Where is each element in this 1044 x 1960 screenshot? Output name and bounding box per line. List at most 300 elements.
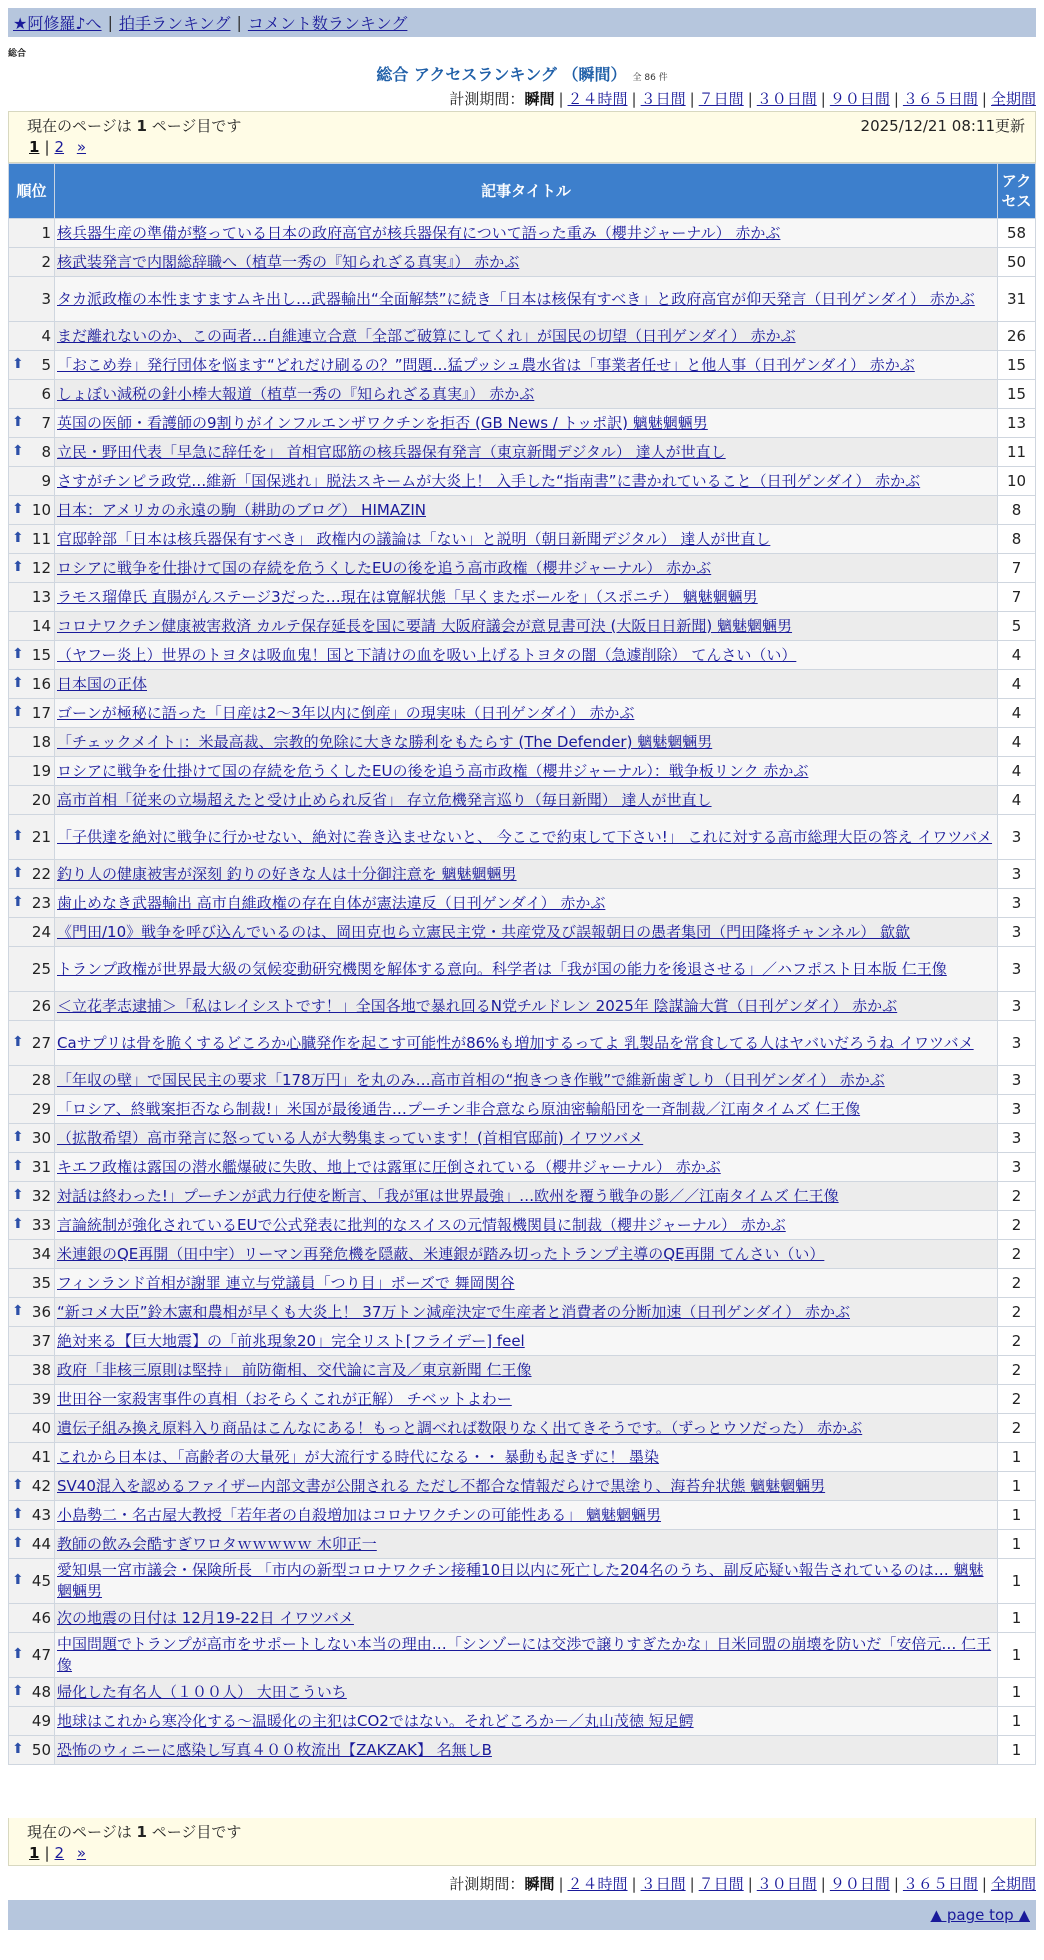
- table-row: [9, 1356, 1036, 1385]
- article-title-link[interactable]: 「年収の壁」で国民民主の要求「178万円」を丸のみ…高市首相の“抱きつき作戦”で維新歯ぎしり（日刊ゲンダイ） 赤かぶ: [57, 1070, 885, 1089]
- title-cell: [55, 380, 998, 409]
- rank-number: 43: [31, 1506, 51, 1524]
- rank-up-arrow-icon: ⬆: [12, 1158, 24, 1174]
- rank-cell: [9, 467, 55, 496]
- table-row: [9, 1604, 1036, 1633]
- table-row: [9, 1443, 1036, 1472]
- title-cell: [55, 1678, 998, 1707]
- table-row: [9, 1530, 1036, 1559]
- rank-number: 7: [41, 414, 51, 432]
- rank-number: 39: [31, 1390, 51, 1408]
- table-row: [9, 918, 1036, 947]
- rank-number: 24: [31, 923, 51, 941]
- table-row: [9, 438, 1036, 467]
- period-separator: |: [893, 1875, 899, 1893]
- rank-cell: [9, 1604, 55, 1633]
- pager-page-2-link[interactable]: 2: [54, 1844, 65, 1862]
- table-row: [9, 583, 1036, 612]
- table-row: [9, 889, 1036, 918]
- access-count-cell: 13: [998, 409, 1036, 438]
- rank-up-arrow-icon: ⬆: [12, 356, 24, 372]
- nav-separator: |: [236, 13, 242, 32]
- article-title-link[interactable]: 核武装発言で内閣総辞職へ（植草一秀の『知られざる真実』） 赤かぶ: [57, 252, 520, 271]
- period-option-link[interactable]: ３６５日間: [902, 90, 978, 108]
- rank-cell: [9, 670, 55, 699]
- access-count-cell: 1: [998, 1530, 1036, 1559]
- rank-number: 26: [31, 997, 51, 1015]
- article-title-link[interactable]: 日本国の正体: [57, 674, 148, 693]
- pager-page-2-link[interactable]: 2: [54, 138, 65, 156]
- pager-next-link[interactable]: »: [76, 1844, 87, 1862]
- access-count-cell: 1: [998, 1472, 1036, 1501]
- rank-up-arrow-icon: ⬆: [12, 1303, 24, 1319]
- article-title-link[interactable]: 釣り人の健康被害が深刻 釣りの好きな人は十分御注意を 魑魅魍魎男: [57, 864, 517, 883]
- rank-cell: [9, 1240, 55, 1269]
- rank-number: 28: [31, 1071, 51, 1089]
- title-cell: [55, 1095, 998, 1124]
- rank-number: 6: [41, 385, 51, 403]
- rank-cell: [9, 1633, 55, 1678]
- page-status: [27, 1821, 241, 1842]
- title-cell: [55, 728, 998, 757]
- period-option-link[interactable]: ９０日間: [829, 1875, 890, 1893]
- article-title-link[interactable]: ＜立花孝志逮捕＞「私はレイシストです！」全国各地で暴れ回るN党チルドレン 2025年 陰謀論大賞（日刊ゲンダイ） 赤かぶ: [57, 996, 898, 1015]
- rank-cell: [9, 992, 55, 1021]
- rank-up-arrow-icon: ⬆: [12, 1129, 24, 1145]
- rank-cell: [9, 641, 55, 670]
- article-title-link[interactable]: 米連銀のQE再開（田中宇）リーマン再発危機を隠蔽、米連銀が踏み切ったトランプ主導のQE再開 てんさい（い）: [57, 1244, 825, 1263]
- article-title-link[interactable]: 《門田/10》戦争を呼び込んでいるのは、岡田克也ら立憲民主党・共産党及び誤報朝日の愚者集団（門田隆将チャンネル） 歙歙: [57, 922, 911, 941]
- article-title-link[interactable]: 歯止めなき武器輸出 高市自維政権の存在自体が憲法違反（日刊ゲンダイ） 赤かぶ: [57, 893, 606, 912]
- article-title-link[interactable]: 対話は終わった!」プーチンが武力行使を断言、「我が軍は世界最強」…欧州を覆う戦争の影／／江南タイムズ 仁王像: [57, 1186, 839, 1205]
- rank-cell: [9, 815, 55, 860]
- title-cell: [55, 815, 998, 860]
- rank-cell: [9, 1298, 55, 1327]
- table-row: [9, 1472, 1036, 1501]
- rank-cell: [9, 1269, 55, 1298]
- access-count-cell: 3: [998, 860, 1036, 889]
- title-cell: [55, 1298, 998, 1327]
- rank-cell: [9, 351, 55, 380]
- rank-number: 34: [31, 1245, 51, 1263]
- table-row: [9, 351, 1036, 380]
- access-count-cell: 26: [998, 322, 1036, 351]
- item-count: 全 86 件: [632, 73, 668, 83]
- period-option-link[interactable]: ２４時間: [567, 90, 628, 108]
- rank-cell: [9, 525, 55, 554]
- period-current: 瞬間: [524, 90, 555, 108]
- rank-number: 31: [31, 1158, 51, 1176]
- rank-number: 16: [31, 675, 51, 693]
- article-title-link[interactable]: （ヤフー炎上）世界のトヨタは吸血鬼！国と下請けの血を吸い上げるトヨタの闇（急遽削除） てんさい（い）: [57, 645, 797, 664]
- page-status-prefix: 現在のページは: [27, 116, 132, 135]
- rank-cell: [9, 1021, 55, 1066]
- title-cell: [55, 1633, 998, 1678]
- rank-cell: [9, 1066, 55, 1095]
- rank-up-arrow-icon: ⬆: [12, 1187, 24, 1203]
- article-title-link[interactable]: 「おこめ券」発行団体を悩ます“どれだけ刷るの？”問題…猛プッシュ農水省は「事業者任せ」と他人事（日刊ゲンダイ） 赤かぶ: [57, 355, 915, 374]
- rank-cell: [9, 699, 55, 728]
- article-title-link[interactable]: これから日本は、「高齢者の大量死」が大流行する時代になる・・ 暴動も起きずに！ 墨染: [57, 1447, 660, 1466]
- article-title-link[interactable]: ロシアに戦争を仕掛けて国の存続を危うくしたEUの後を追う高市政権（櫻井ジャーナル）：戦争板リンク 赤かぶ: [57, 761, 809, 780]
- table-row: [9, 1414, 1036, 1443]
- rank-number: 49: [31, 1712, 51, 1730]
- rank-cell: [9, 1124, 55, 1153]
- article-title-link[interactable]: 政府「非核三原則は堅持」 前防衛相、交代論に言及／東京新聞 仁王像: [57, 1360, 532, 1379]
- rank-cell: [9, 248, 55, 277]
- access-count-cell: 1: [998, 1707, 1036, 1736]
- rank-up-arrow-icon: ⬆: [12, 894, 24, 910]
- article-title-link[interactable]: 次の地震の日付は 12月19-22日 イワツバメ: [57, 1608, 354, 1627]
- rank-number: 20: [31, 791, 51, 809]
- period-separator: |: [747, 1875, 753, 1893]
- title-cell: [55, 409, 998, 438]
- access-count-cell: 15: [998, 380, 1036, 409]
- article-title-link[interactable]: ゴーンが極秘に語った「日産は2～3年以内に倒産」の現実味（日刊ゲンダイ） 赤かぶ: [57, 703, 635, 722]
- home-link[interactable]: ★阿修羅♪へ: [13, 14, 102, 33]
- period-option-link[interactable]: ３日間: [640, 90, 686, 108]
- article-title-link[interactable]: しょぼい減税の針小棒大報道（植草一秀の『知られざる真実』） 赤かぶ: [57, 384, 535, 403]
- title-cell: [55, 889, 998, 918]
- rank-number: 11: [31, 530, 51, 548]
- article-title-link[interactable]: コロナワクチン健康被害救済 カルテ保存延長を国に要請 大阪府議会が意見書可決 (大阪日日新聞) 魑魅魍魎男: [57, 616, 793, 635]
- period-option-link[interactable]: ９０日間: [829, 90, 890, 108]
- rank-cell: [9, 1472, 55, 1501]
- title-cell: [55, 1530, 998, 1559]
- title-cell: [55, 467, 998, 496]
- rank-number: 25: [31, 960, 51, 978]
- rank-number: 18: [31, 733, 51, 751]
- top-nav-bar: [8, 8, 1036, 37]
- title-cell: [55, 322, 998, 351]
- rank-number: 41: [31, 1448, 51, 1466]
- access-count-cell: 2: [998, 1182, 1036, 1211]
- article-title-link[interactable]: 世田谷一家殺害事件の真相（おそらくこれが正解） チベットよわー: [57, 1389, 512, 1408]
- rank-cell: [9, 1356, 55, 1385]
- rank-up-arrow-icon: ⬆: [12, 675, 24, 691]
- rank-number: 44: [31, 1535, 51, 1553]
- table-row: [9, 248, 1036, 277]
- rank-number: 35: [31, 1274, 51, 1292]
- article-title-link[interactable]: 地球はこれから寒冷化する～温暖化の主犯はCO2ではない。それどころか－／丸山茂徳 短足鰐: [57, 1711, 694, 1730]
- rank-up-arrow-icon: ⬆: [12, 865, 24, 881]
- article-title-link[interactable]: 高市首相「従来の立場超えたと受け止められ反省」 存立危機発言巡り（毎日新聞） 達人が世直し: [57, 790, 712, 809]
- rank-up-arrow-icon: ⬆: [12, 1034, 24, 1050]
- title-cell: [55, 1559, 998, 1604]
- table-row: [9, 699, 1036, 728]
- rank-up-arrow-icon: ⬆: [12, 1535, 24, 1551]
- table-row: [9, 1736, 1036, 1765]
- table-row: [9, 219, 1036, 248]
- table-row: [9, 992, 1036, 1021]
- applause-ranking-link[interactable]: 拍手ランキング: [118, 14, 231, 33]
- article-title-link[interactable]: 帰化した有名人（１００人） 大田こういち: [57, 1682, 347, 1701]
- period-option-link[interactable]: ３０日間: [756, 90, 817, 108]
- title-cell: [55, 525, 998, 554]
- article-title-link[interactable]: 立民・野田代表「早急に辞任を」 首相官邸筋の核兵器保有発言（東京新聞デジタル） 達人が世直し: [57, 442, 726, 461]
- rank-up-arrow-icon: ⬆: [12, 1216, 24, 1232]
- rank-cell: [9, 1678, 55, 1707]
- article-title-link[interactable]: 愛知県一宮市議会・保険所長 「市内の新型コロナワクチン接種10日以内に死亡した204名のうち、副反応疑い報告されているのは… 魑魅魍魎男: [57, 1561, 984, 1600]
- access-count-cell: 3: [998, 815, 1036, 860]
- table-row: [9, 1501, 1036, 1530]
- page-status-prefix: 現在のページは: [27, 1822, 132, 1841]
- access-count-cell: 50: [998, 248, 1036, 277]
- rank-number: 48: [31, 1683, 51, 1701]
- rank-number: 45: [31, 1572, 51, 1590]
- table-row: [9, 525, 1036, 554]
- table-row: [9, 786, 1036, 815]
- title-cell: [55, 947, 998, 992]
- rank-number: 33: [31, 1216, 51, 1234]
- rank-cell: [9, 1182, 55, 1211]
- rank-up-arrow-icon: ⬆: [12, 501, 24, 517]
- access-count-cell: 10: [998, 467, 1036, 496]
- title-cell: [55, 641, 998, 670]
- period-separator: |: [893, 90, 899, 108]
- rank-number: 37: [31, 1332, 51, 1350]
- period-separator: |: [820, 1875, 826, 1893]
- article-title-link[interactable]: 「ロシア、終戦案拒否なら制裁!」米国が最後通告…プーチン非合意なら原油密輸船団を一斉制裁／江南タイムズ 仁王像: [57, 1099, 861, 1118]
- article-title-link[interactable]: さすがチンピラ政党…維新「国保逃れ」脱法スキームが大炎上！ 入手した“指南書”に書かれていること（日刊ゲンダイ） 赤かぶ: [57, 471, 921, 490]
- rank-up-arrow-icon: ⬆: [12, 1646, 24, 1662]
- article-title-link[interactable]: 官邸幹部「日本は核兵器保有すべき」 政権内の議論は「ない」と説明（朝日新聞デジタル） 達人が世直し: [57, 529, 771, 548]
- rank-number: 3: [41, 290, 51, 308]
- access-count-cell: 2: [998, 1356, 1036, 1385]
- table-row: [9, 1211, 1036, 1240]
- table-row: [9, 277, 1036, 322]
- table-row: [9, 947, 1036, 992]
- rank-number: 36: [31, 1303, 51, 1321]
- period-option-link[interactable]: ３０日間: [756, 1875, 817, 1893]
- access-count-cell: 7: [998, 583, 1036, 612]
- table-row: [9, 1153, 1036, 1182]
- access-count-cell: 31: [998, 277, 1036, 322]
- rank-number: 47: [31, 1646, 51, 1664]
- rank-number: 4: [41, 327, 51, 345]
- period-option-link[interactable]: ３日間: [640, 1875, 686, 1893]
- title-cell: [55, 1211, 998, 1240]
- period-option-link[interactable]: ２４時間: [567, 1875, 628, 1893]
- table-row: [9, 1095, 1036, 1124]
- table-row: [9, 467, 1036, 496]
- title-cell: [55, 786, 998, 815]
- title-cell: [55, 1153, 998, 1182]
- article-title-link[interactable]: 教師の飲み会酷すぎワロタｗｗｗｗｗ 木卯正一: [57, 1534, 377, 1553]
- rank-cell: [9, 1327, 55, 1356]
- access-count-cell: 3: [998, 1153, 1036, 1182]
- access-count-cell: 2: [998, 1211, 1036, 1240]
- rank-up-arrow-icon: ⬆: [12, 530, 24, 546]
- period-option-link[interactable]: 全期間: [990, 90, 1036, 108]
- title-cell: [55, 1604, 998, 1633]
- access-count-cell: 4: [998, 670, 1036, 699]
- table-row: [9, 757, 1036, 786]
- rank-cell: [9, 1736, 55, 1765]
- access-count-cell: 3: [998, 1124, 1036, 1153]
- period-option-link[interactable]: ７日間: [698, 1875, 744, 1893]
- pager-next-link[interactable]: »: [76, 138, 87, 156]
- rank-number: 50: [31, 1741, 51, 1759]
- period-separator: |: [631, 1875, 637, 1893]
- title-cell: [55, 583, 998, 612]
- rank-cell: [9, 728, 55, 757]
- article-title-link[interactable]: フィンランド首相が謝罪 連立与党議員「つり目」ポーズで 舞岡関谷: [57, 1273, 515, 1292]
- access-count-cell: 1: [998, 1678, 1036, 1707]
- article-title-link[interactable]: 中国問題でトランプが高市をサポートしない本当の理由…「シンゾーには交渉で譲りすぎたかな」日米同盟の崩壊を防いだ「安倍元… 仁王像: [57, 1635, 992, 1674]
- period-option-link[interactable]: ３６５日間: [902, 1875, 978, 1893]
- rank-up-arrow-icon: ⬆: [12, 704, 24, 720]
- page-status-number: 1: [136, 116, 147, 135]
- article-title-link[interactable]: ラモス瑠偉氏 直腸がんステージ3だった…現在は寛解状態「早くまたボールを」（スポニチ） 魑魅魍魎男: [57, 587, 758, 606]
- article-title-link[interactable]: 恐怖のウィニーに感染し写真４００枚流出【ZAKZAK】 名無しB: [57, 1740, 492, 1759]
- title-cell: [55, 612, 998, 641]
- period-label: 計測期間：: [449, 90, 525, 108]
- title-cell: [55, 1736, 998, 1765]
- rank-cell: [9, 889, 55, 918]
- period-option-link[interactable]: 全期間: [990, 1875, 1036, 1893]
- title-header: 記事タイトル: [55, 164, 998, 219]
- page-top-link[interactable]: ▲ page top ▲: [930, 1906, 1030, 1924]
- title-cell: [55, 277, 998, 322]
- rank-cell: [9, 757, 55, 786]
- access-header: アクセス: [998, 164, 1036, 219]
- title-cell: [55, 1385, 998, 1414]
- article-title-link[interactable]: SV40混入を認めるファイザー内部文書が公開される ただし不都合な情報だらけで黒塗り、海苔弁状態 魑魅魍魎男: [57, 1476, 826, 1495]
- rank-cell: [9, 786, 55, 815]
- rank-cell: [9, 380, 55, 409]
- table-row: [9, 1327, 1036, 1356]
- rank-cell: [9, 438, 55, 467]
- rank-number: 10: [31, 501, 51, 519]
- access-count-cell: 1: [998, 1736, 1036, 1765]
- access-count-cell: 1: [998, 1633, 1036, 1678]
- title-cell: [55, 1124, 998, 1153]
- article-title-link[interactable]: キエフ政権は露国の潜水艦爆破に失敗、地上では露軍に圧倒されている（櫻井ジャーナル） 赤かぶ: [57, 1157, 721, 1176]
- article-title-link[interactable]: 「チェックメイト」：米最高裁、宗教的免除に大きな勝利をもたらす (The Defender) 魑魅魍魎男: [57, 732, 713, 751]
- period-separator: |: [689, 1875, 695, 1893]
- period-separator: |: [820, 90, 826, 108]
- article-title-link[interactable]: 日本：アメリカの永遠の駒（耕助のブログ） HIMAZIN: [57, 500, 426, 519]
- rank-up-arrow-icon: ⬆: [12, 828, 24, 844]
- period-separator: |: [689, 90, 695, 108]
- category-label: 総合: [8, 49, 27, 59]
- access-count-cell: 2: [998, 1298, 1036, 1327]
- article-title-link[interactable]: 絶対来る【巨大地震】の「前兆現象20」完全リスト[フライデー] feel: [57, 1331, 525, 1350]
- article-title-link[interactable]: 言論統制が強化されているEUで公式発表に批判的なスイスの元情報機関員に制裁（櫻井ジャーナル） 赤かぶ: [57, 1215, 786, 1234]
- title-cell: [55, 1472, 998, 1501]
- table-row: [9, 670, 1036, 699]
- title-cell: [55, 918, 998, 947]
- title-cell: [55, 1269, 998, 1298]
- rank-cell: [9, 322, 55, 351]
- table-row: [9, 1707, 1036, 1736]
- rank-up-arrow-icon: ⬆: [12, 1572, 24, 1588]
- rank-cell: [9, 1414, 55, 1443]
- access-count-cell: 2: [998, 1269, 1036, 1298]
- article-title-link[interactable]: トランプ政権が世界最大級の気候変動研究機関を解体する意向。科学者は「我が国の能力を後退させる」／ハフポスト日本版 仁王像: [57, 959, 947, 978]
- rank-header: 順位: [9, 164, 55, 219]
- article-title-link[interactable]: 核兵器生産の準備が整っている日本の政府高官が核兵器保有について語った重み（櫻井ジャーナル） 赤かぶ: [57, 223, 781, 242]
- page-status-suffix: ページ目です: [151, 116, 242, 135]
- rank-number: 21: [31, 828, 51, 846]
- rank-cell: [9, 1443, 55, 1472]
- table-row: [9, 1559, 1036, 1604]
- table-row: [9, 496, 1036, 525]
- access-count-cell: 58: [998, 219, 1036, 248]
- rank-up-arrow-icon: ⬆: [12, 1741, 24, 1757]
- article-title-link[interactable]: まだ離れないのか、この両者…自維連立合意「全部ご破算にしてくれ」が国民の切望（日刊ゲンダイ） 赤かぶ: [57, 326, 796, 345]
- article-title-link[interactable]: 英国の医師・看護師の9割りがインフルエンザワクチンを拒否 (GB News / トッポ訳) 魑魅魍魎男: [57, 413, 708, 432]
- access-count-cell: 7: [998, 554, 1036, 583]
- access-count-cell: 11: [998, 438, 1036, 467]
- page-status-number: 1: [136, 1822, 147, 1841]
- article-title-link[interactable]: 遺伝子組み換え原料入り商品はこんなにある！もっと調べれば数限りなく出てきそうです。（ずっとウソだった） 赤かぶ: [57, 1418, 863, 1437]
- period-separator: |: [981, 1875, 987, 1893]
- title-cell: [55, 1240, 998, 1269]
- article-title-link[interactable]: （拡散希望）高市発言に怒っている人が大勢集まっています！(首相官邸前) イワツバメ: [57, 1128, 644, 1147]
- rank-cell: [9, 1707, 55, 1736]
- title-cell: [55, 699, 998, 728]
- rank-number: 14: [31, 617, 51, 635]
- rank-number: 22: [31, 865, 51, 883]
- period-option-link[interactable]: ７日間: [698, 90, 744, 108]
- title-cell: [55, 670, 998, 699]
- title-cell: [55, 1707, 998, 1736]
- title-cell: [55, 1414, 998, 1443]
- pager-current-page: 1: [29, 1844, 40, 1862]
- rank-cell: [9, 1530, 55, 1559]
- comment-ranking-link[interactable]: コメント数ランキング: [247, 14, 408, 33]
- period-separator: |: [981, 90, 987, 108]
- rank-number: 27: [31, 1034, 51, 1052]
- rank-up-arrow-icon: ⬆: [12, 646, 24, 662]
- period-separator: |: [747, 90, 753, 108]
- period-selector-bottom: [449, 1873, 1036, 1894]
- access-count-cell: 2: [998, 1385, 1036, 1414]
- article-title-link[interactable]: タカ派政権の本性ますますムキ出し…武器輸出“全面解禁”に続き「日本は核保有すべき」と政府高官が仰天発言（日刊ゲンダイ） 赤かぶ: [57, 289, 975, 308]
- rank-number: 42: [31, 1477, 51, 1495]
- table-row: [9, 641, 1036, 670]
- article-title-link[interactable]: ロシアに戦争を仕掛けて国の存続を危うくしたEUの後を追う高市政権（櫻井ジャーナル） 赤かぶ: [57, 558, 712, 577]
- title-cell: [55, 438, 998, 467]
- rank-number: 46: [31, 1609, 51, 1627]
- table-row: [9, 554, 1036, 583]
- access-count-cell: 5: [998, 612, 1036, 641]
- nav-separator: |: [107, 13, 113, 32]
- article-title-link[interactable]: “新コメ大臣”鈴木憲和農相が早くも大炎上！ 37万トン減産決定で生産者と消費者の分断加速（日刊ゲンダイ） 赤かぶ: [57, 1302, 850, 1321]
- rank-cell: [9, 612, 55, 641]
- title-cell: [55, 757, 998, 786]
- article-title-link[interactable]: 小島勢二・名古屋大教授「若年者の自殺増加はコロナワクチンの可能性ある」 魑魅魍魎男: [57, 1505, 662, 1524]
- rank-cell: [9, 1559, 55, 1604]
- access-count-cell: 2: [998, 1414, 1036, 1443]
- table-row: [9, 1124, 1036, 1153]
- rank-number: 30: [31, 1129, 51, 1147]
- table-row: [9, 1066, 1036, 1095]
- title-cell: [55, 1501, 998, 1530]
- table-row: [9, 380, 1036, 409]
- article-title-link[interactable]: 「子供達を絶対に戦争に行かせない、絶対に巻き込ませないと、 今ここで約束して下さい!」 これに対する高市総理大臣の答え イワツバメ: [57, 827, 993, 846]
- table-row: [9, 1678, 1036, 1707]
- title-cell: [55, 351, 998, 380]
- article-title-link[interactable]: Caサプリは骨を脆くするどころか心臓発作を起こす可能性が86%も増加するってよ 乳製品を常食してる人はヤバいだろうね イワツバメ: [57, 1033, 974, 1052]
- rank-up-arrow-icon: ⬆: [12, 559, 24, 575]
- bottom-bar: [8, 1900, 1036, 1930]
- rank-up-arrow-icon: ⬆: [12, 443, 24, 459]
- rank-number: 5: [41, 356, 51, 374]
- table-row: [9, 409, 1036, 438]
